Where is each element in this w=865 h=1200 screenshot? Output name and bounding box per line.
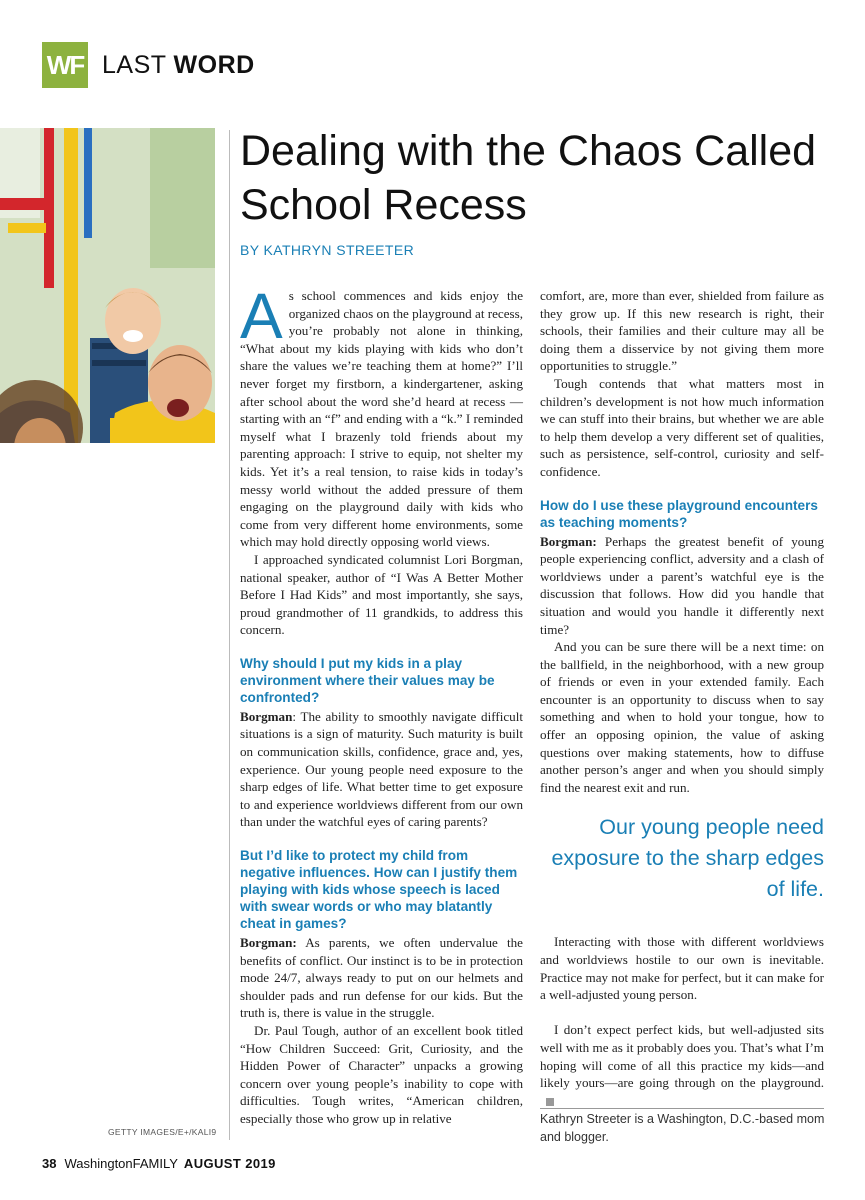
body-paragraph: And you can be sure there will be a next time: on the ballfield, in the neighborhood, with a new group of friends or even in your extended family. Each encounter is an opportunity to discuss when to say something and when to hold your tongue, how to offer an opposing opinion, the value of asking questions over making statements, how to diffuse another person’s anger and when you should simply find the nearest exit and run.	[540, 639, 824, 795]
article-column-2	[540, 287, 824, 1109]
answer-speaker: Borgman:	[540, 533, 597, 549]
pull-quote: Our young people need exposure to the sharp edges of life.	[551, 815, 824, 902]
page-number: 38	[42, 1156, 57, 1171]
body-paragraph: Dr. Paul Tough, author of an excellent book titled “How Children Succeed: Grit, Curiosity, and the Hidden Power of Character” unpacks a growing concern over young people’s inability to cope with difficulties. Tough writes, “American children, especially those who grow up in relative	[240, 1023, 523, 1126]
question-heading-1: Why should I put my kids in a play environment where their values may be confronted?	[240, 655, 495, 705]
publication-name: WashingtonFAMILY	[64, 1156, 178, 1171]
answer-text: Perhaps the greatest benefit of young people experiencing conflict, adversity and a clash of worldviews under a parent’s watchful eye is the discussion that follows. How did you handle that situation and would you handle it differently next time?	[540, 533, 824, 637]
end-mark-icon	[546, 1098, 554, 1106]
section-title	[102, 51, 255, 80]
intro-text: s school commences and kids enjoy the organized chaos on the playground at recess, you’re probably not alone in thinking, “What about my kids playing with kids who don’t share the values we’re teaching them at home?” I’ll never forget my firstborn, a kindergartener, asking after school about the word she’d heard at recess — starting with an “f” and ending with a “k.” I reminded myself what I brazenly told friends about my parenting approach: I strive to equip, not shelter my kids. Yet it’s a real tension, to raise kids in today’s messy world without the added pressure of them engaging on the playground daily with kids who come from very different home environments, some which may hold directly opposing world views.	[240, 288, 523, 550]
answer-paragraph-1	[240, 708, 523, 831]
issue-date: AUGUST 2019	[183, 1156, 276, 1171]
answer-text: : The ability to smoothly navigate difficult situations is a sign of maturity. Such maturity is built on communication skills, confidence, grace and, yes, experience. Our young people need exposure to the sharp edges of life. What better time to get exposure to and experience worldviews different from our own than under the watchful eyes of caring parents?	[240, 708, 523, 830]
body-paragraph: I approached syndicated columnist Lori Borgman, national speaker, author of “I Was A Better Mother Before I Had Kids” and most importantly, she says, proud grandmother of 11 grandkids, to address this concern.	[240, 551, 523, 638]
column-divider	[229, 130, 230, 1140]
body-paragraph: Tough contends that what matters most in children’s development is not how much information we can stuff into their brains, but whether we are able to help them develop a very different set of qualities, such as persistence, self-control, curiosity and self-confidence.	[540, 375, 824, 479]
bio-divider	[540, 1108, 824, 1109]
article-title: Dealing with the Chaos Called School Recess	[240, 127, 817, 229]
answer-speaker: Borgman:	[240, 935, 297, 951]
photo-illustration	[0, 128, 215, 443]
closing-paragraph	[540, 1021, 824, 1109]
wf-logo: WF	[42, 42, 88, 88]
question-heading-2: But I’d like to protect my child from negative influences. How can I justify them playing with kids whose speech is laced with swear words or who may blatantly cheat in games?	[240, 848, 518, 932]
question-heading-3: How do I use these playground encounters as teaching moments?	[540, 497, 818, 530]
section-header	[42, 42, 255, 88]
page-footer	[42, 1156, 276, 1171]
author-bio: Kathryn Streeter is a Washington, D.C.-based mom and blogger.	[540, 1112, 825, 1144]
section-title-light: LAST	[102, 50, 167, 79]
closing-text: I don’t expect perfect kids, but well-adjusted sits well with me as it probably does you. That’s what I’m hoping will come of all this practice my kids—and likely yours—are going through on the playground.	[540, 1022, 824, 1091]
children-playground-photo	[0, 128, 215, 443]
answer-paragraph-2	[240, 934, 523, 1022]
body-paragraph: comfort, are, more than ever, shielded from failure as they grow up. If this new research is right, their schools, their families and their culture may all be doing them a disservice by not giving them more opportunities to struggle.”	[540, 288, 824, 374]
intro-paragraph	[240, 280, 523, 551]
article-column-1	[240, 280, 523, 1128]
answer-paragraph-3	[540, 533, 824, 639]
article-byline: BY KATHRYN STREETER	[240, 242, 415, 258]
section-title-bold: WORD	[173, 50, 255, 79]
answer-speaker: Borgman	[240, 708, 293, 724]
paragraph-gap	[540, 1004, 824, 1022]
photo-credit: GETTY IMAGES/E+/KALI9	[108, 1127, 217, 1137]
answer-text: As parents, we often undervalue the benefits of conflict. Our instinct is to be in protection mode 24/7, always ready to put on our helmets and shoulder pads and run defense for our kids. But the truth is, there is value in the struggle.	[240, 935, 523, 1021]
body-paragraph: Interacting with those with different worldviews and worldviews hostile to our own is inevitable. Practice may not make for perfect, but it can make for a well-adjusted young person.	[540, 934, 824, 1003]
drop-cap: A	[240, 280, 283, 352]
